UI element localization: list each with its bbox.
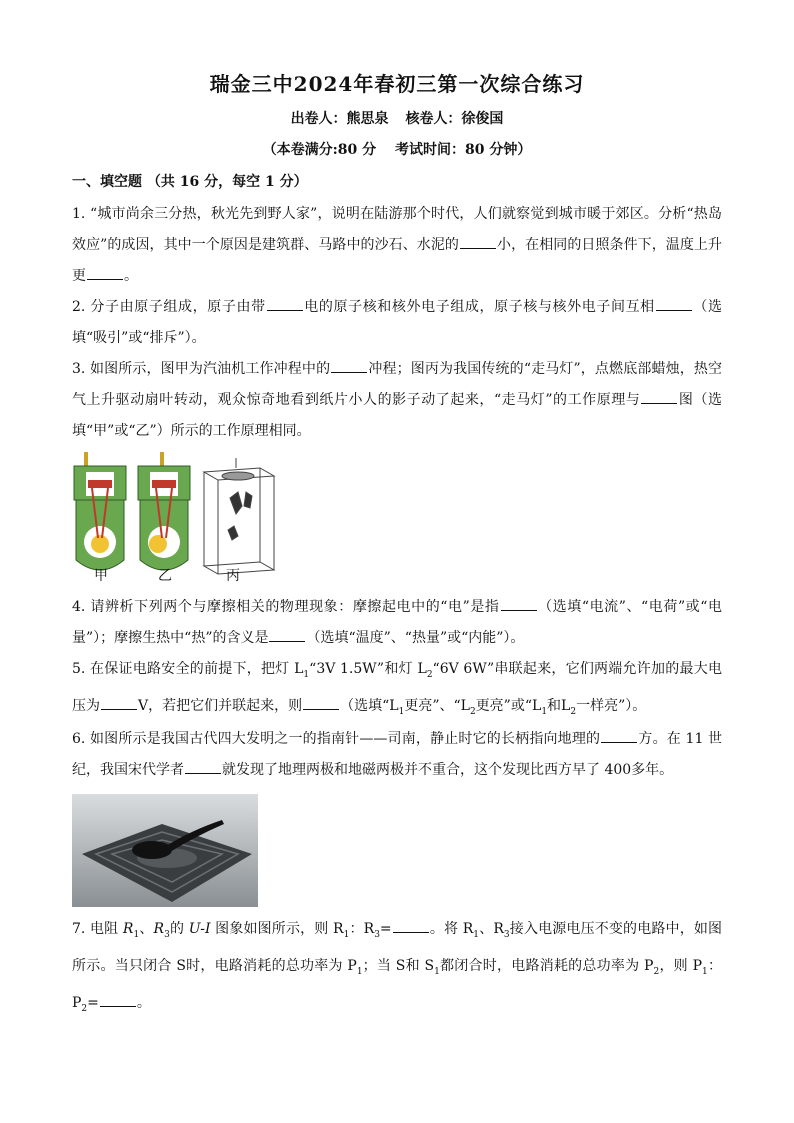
- exam-meta: （本卷满分:80 分 考试时间：80 分钟）: [262, 142, 532, 158]
- answer-blank[interactable]: [269, 627, 305, 642]
- lantern-figure-bing: [204, 458, 274, 574]
- question-7: 7. 电阻 $R_1$、$R_3$的 U-I 图象如图所示，则 $R_1$：$R_3=$ 。将 $R_1$、$R_3$接入电源电压不变的电路中，如图所示。当只闭合 S时，电路消耗的总功率为 $P_1$；当 S和 $S_1$都闭合时，电路消耗的总功率为 $P_2$，则 $P_1$：$P_2=$ 。: [72, 914, 722, 1024]
- question-5: 5. 在保证电路安全的前提下，把灯 $L_1“3V$ 1.5W”和灯 $L_2“6V$ 6W”串联起来，它们两端允许加的最大电压为 V，若把它们并联起来，则 （选填“$L_1$更亮”、“$L_2$更亮”或“$L_1$和$L_2$一样亮”）。: [72, 661, 722, 717]
- question-2: 2. 分子由原子组成，原子由带 电的原子核和核外电子组成，原子核与核外电子间互相 （选填“吸引”或“排斥”）。: [72, 292, 722, 354]
- question-6: 6. 如图所示是我国古代四大发明之一的指南针——司南，静止时它的长柄指向地理的 方。在 11 世纪，我国宋代学者 就发现了地理两极和地磁两极并不重合，这个发现比西方早了 400多年。: [72, 724, 722, 786]
- answer-blank[interactable]: [303, 695, 339, 710]
- answer-blank[interactable]: [185, 759, 221, 774]
- question-1: 1. “城市尚余三分热，秋光先到野人家”，说明在陆游那个时代，人们就察觉到城市暖于郊区。分析“热岛效应”的成因，其中一个原因是建筑群、马路中的沙石、水泥的 小，在相同的日照条件下，温度上升更 。: [72, 206, 723, 284]
- sinan-compass-image: [72, 794, 258, 907]
- figure-label-bing: 丙: [226, 568, 240, 584]
- figure-label-jia: 甲: [94, 568, 108, 584]
- engine-figure-yi: [138, 452, 190, 570]
- answer-blank[interactable]: [460, 234, 496, 249]
- answer-blank[interactable]: [267, 296, 303, 311]
- answer-blank[interactable]: [641, 389, 677, 404]
- author-line: [0, 108, 794, 128]
- answer-blank[interactable]: [601, 728, 637, 743]
- answer-blank[interactable]: [100, 992, 136, 1007]
- engine-figure-jia: [74, 452, 126, 570]
- section-heading: 一、填空题 （共 16 分，每空 1 分）: [72, 174, 308, 190]
- author: 出卷人：熊思泉: [290, 111, 389, 127]
- reviewer: 核卷人：徐俊国: [405, 111, 504, 127]
- figure-label-yi: 乙: [158, 568, 172, 584]
- answer-blank[interactable]: [87, 265, 123, 280]
- answer-blank[interactable]: [656, 296, 692, 311]
- question-4: 4. 请辨析下列两个与摩擦相关的物理现象：摩擦起电中的“电”是指 （选填“电流”、“电荷”或“电量”）；摩擦生热中“热”的含义是 （选填“温度”、“热量”或“内能”）。: [72, 592, 722, 654]
- answer-blank[interactable]: [393, 918, 429, 933]
- answer-blank[interactable]: [331, 358, 367, 373]
- question-3: 3. 如图所示，图甲为汽油机工作冲程中的 冲程；图丙为我国传统的“走马灯”，点燃底部蜡烛，热空气上升驱动扇叶转动，观众惊奇地看到纸片小人的影子动了起来，“走马灯”的工作原理与 图（选填“甲”或“乙”）所示的工作原理相同。: [72, 354, 722, 447]
- answer-blank[interactable]: [101, 695, 137, 710]
- page-title: 瑞金三中2024年春初三第一次综合练习: [209, 72, 585, 96]
- answer-blank[interactable]: [501, 596, 537, 611]
